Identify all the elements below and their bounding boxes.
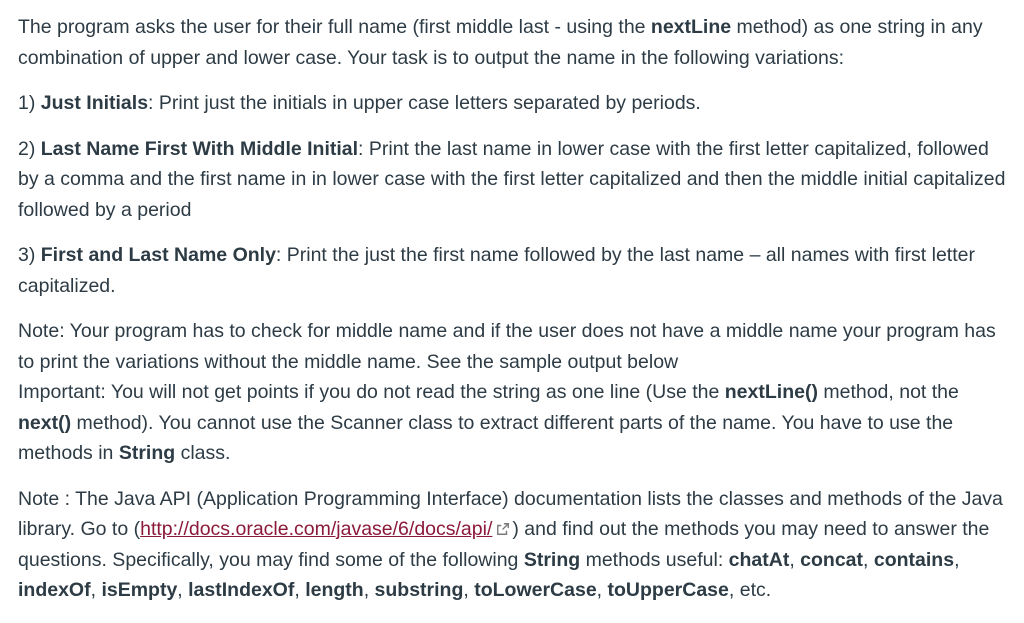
intro-paragraph: The program asks the user for their full name (first middle last - using the nextLine method) as one string in any combination of upper and lower case. Your task is to output the name in the following variations: (18, 16, 983, 69)
method-name: indexOf (18, 579, 91, 601)
method-name: toLowerCase (474, 579, 597, 601)
java-api-note: Note : The Java API (Application Programming Interface) documentation lists the classes and methods of the Java library. Go to (http://docs.oracle.com/javase/6/docs/api/ ) and find out the methods you may need to answer the questions. Specifically, you may find some of the following String methods useful: chatAt, concat, contains, indexOf, isEmpty, lastIndexOf, length, substring, toLowerCase, toUpperCase, etc. (18, 487, 1003, 601)
method-name: length (305, 579, 364, 601)
external-link-icon (496, 522, 510, 536)
item-title: Last Name First With Middle Initial (40, 137, 359, 160)
method-name: substring (374, 579, 464, 601)
item-first-and-last: 3) First and Last Name Only: Print the just the first name followed by the last name – all names with first letter capitalized. (18, 244, 975, 297)
method-name: contains (873, 548, 955, 571)
middle-name-note: Note: Your program has to check for middle name and if the user does not have a middle name your program has to print the variations without the middle name. See the sample output below (18, 320, 996, 373)
java-api-link[interactable]: http://docs.oracle.com/javase/6/docs/api/ (140, 518, 493, 540)
item-just-initials: 1) Just Initials: Print just the initials in upper case letters separated by periods. (18, 92, 701, 114)
item-last-name-first: 2) Last Name First With Middle Initial: Print the last name in lower case with the first letter capitalized, followed by a comma and the first name in in lower case with the first letter capitalized and then the middle initial capitalized followed by a period (18, 137, 1006, 221)
method-name: toUpperCase (607, 579, 729, 601)
item-title: First and Last Name Only (40, 244, 276, 266)
item-title: Just Initials (40, 92, 149, 114)
method-name: concat (800, 548, 864, 571)
nextline-keyword: nextLine (650, 16, 732, 38)
method-name: chatAt (728, 548, 790, 571)
method-name: isEmpty (101, 579, 178, 601)
important-paragraph: Important: You will not get points if you do not read the string as one line (Use the nextLine() method, not the next() method). You cannot use the Scanner class to extract different parts of the name. You have to use the methods in String class. (18, 381, 959, 464)
method-name: lastIndexOf (188, 579, 295, 601)
